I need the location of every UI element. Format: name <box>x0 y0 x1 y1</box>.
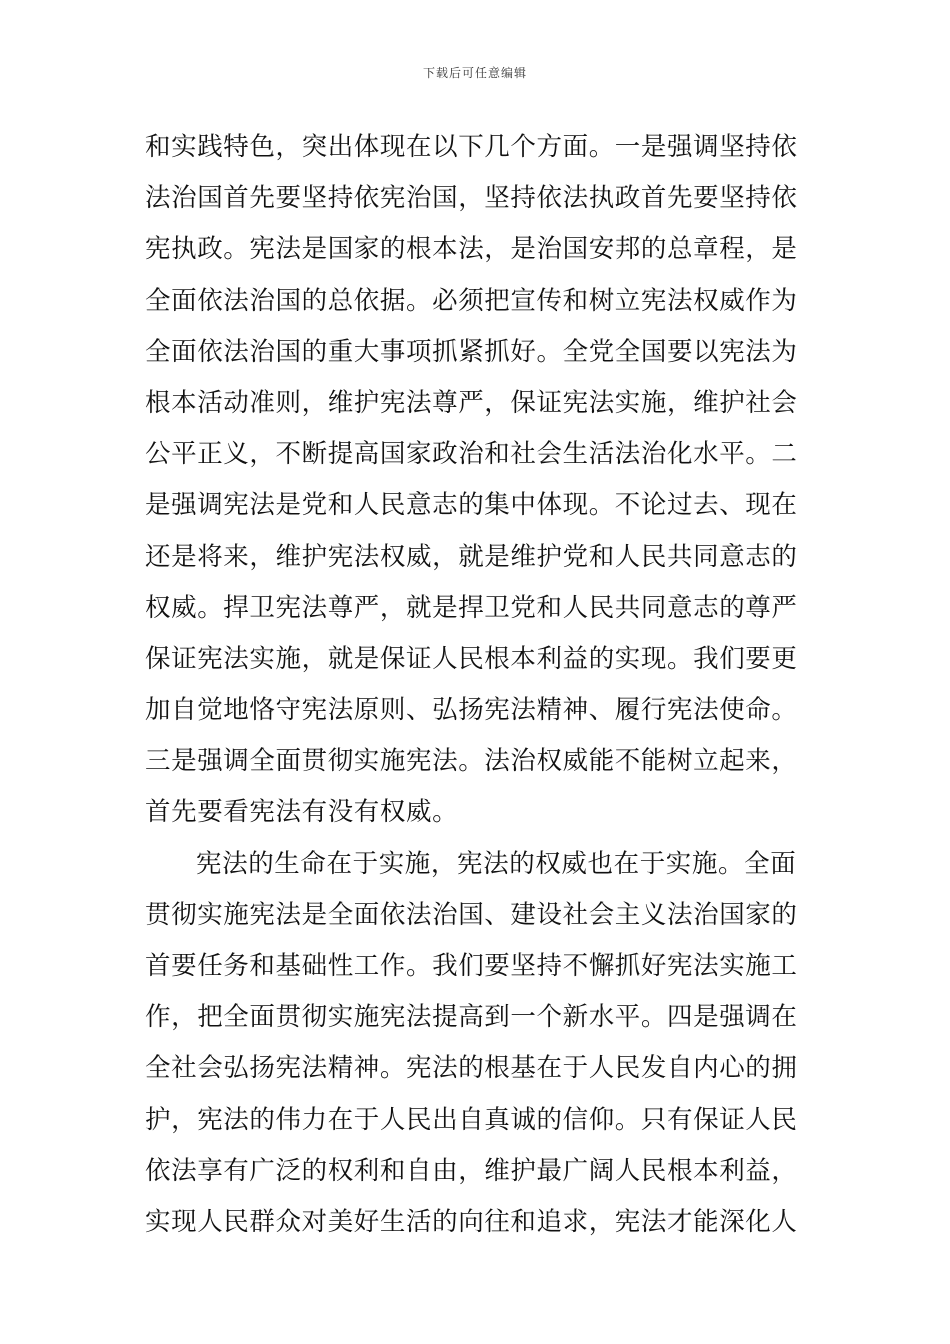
text-line: 宪执政。宪法是国家的根本法，是治国安邦的总章程，是 <box>145 234 798 265</box>
document-body <box>145 122 810 1248</box>
paragraph-start-line: 宪法的生命在于实施，宪法的权威也在于实施。全面 <box>196 848 797 879</box>
text-line: 法治国首先要坚持依宪治国，坚持依法执政首先要坚持依 <box>145 183 798 214</box>
text-line: 公平正义，不断提高国家政治和社会生活法治化水平。二 <box>145 439 798 470</box>
text-line: 全面依法治国的重大事项抓紧抓好。全党全国要以宪法为 <box>145 336 798 367</box>
text-line: 护，宪法的伟力在于人民出自真诚的信仰。只有保证人民 <box>145 1104 798 1135</box>
text-line: 全面依法治国的总依据。必须把宣传和树立宪法权威作为 <box>145 285 798 316</box>
text-line: 权威。捍卫宪法尊严，就是捍卫党和人民共同意志的尊严 <box>145 592 798 623</box>
text-line: 首要任务和基础性工作。我们要坚持不懈抓好宪法实施工 <box>145 951 798 981</box>
text-line: 首先要看宪法有没有权威。 <box>145 797 459 828</box>
text-line: 贯彻实施宪法是全面依法治国、建设社会主义法治国家的 <box>145 899 798 930</box>
text-line: 作，把全面贯彻实施宪法提高到一个新水平。四是强调在 <box>145 1002 798 1033</box>
header-note: 下载后可任意编辑 <box>422 66 527 80</box>
text-line: 根本活动准则，维护宪法尊严，保证宪法实施，维护社会 <box>145 387 798 418</box>
text-line: 是强调宪法是党和人民意志的集中体现。不论过去、现在 <box>145 490 798 521</box>
text-line: 依法享有广泛的权利和自由，维护最广阔人民根本利益， <box>145 1155 798 1186</box>
text-line: 加自觉地恪守宪法原则、弘扬宪法精神、履行宪法使命。 <box>145 695 798 726</box>
text-line: 三是强调全面贯彻实施宪法。法治权威能不能树立起来， <box>145 746 798 777</box>
text-line: 实现人民群众对美好生活的向往和追求，宪法才能深化人 <box>145 1206 798 1237</box>
text-line: 保证宪法实施，就是保证人民根本利益的实现。我们要更 <box>145 643 798 674</box>
text-line: 和实践特色，突出体现在以下几个方面。一是强调坚持依 <box>145 132 798 162</box>
text-line: 全社会弘扬宪法精神。宪法的根基在于人民发自内心的拥 <box>145 1053 798 1084</box>
text-line: 还是将来，维护宪法权威，就是维护党和人民共同意志的 <box>145 541 798 572</box>
